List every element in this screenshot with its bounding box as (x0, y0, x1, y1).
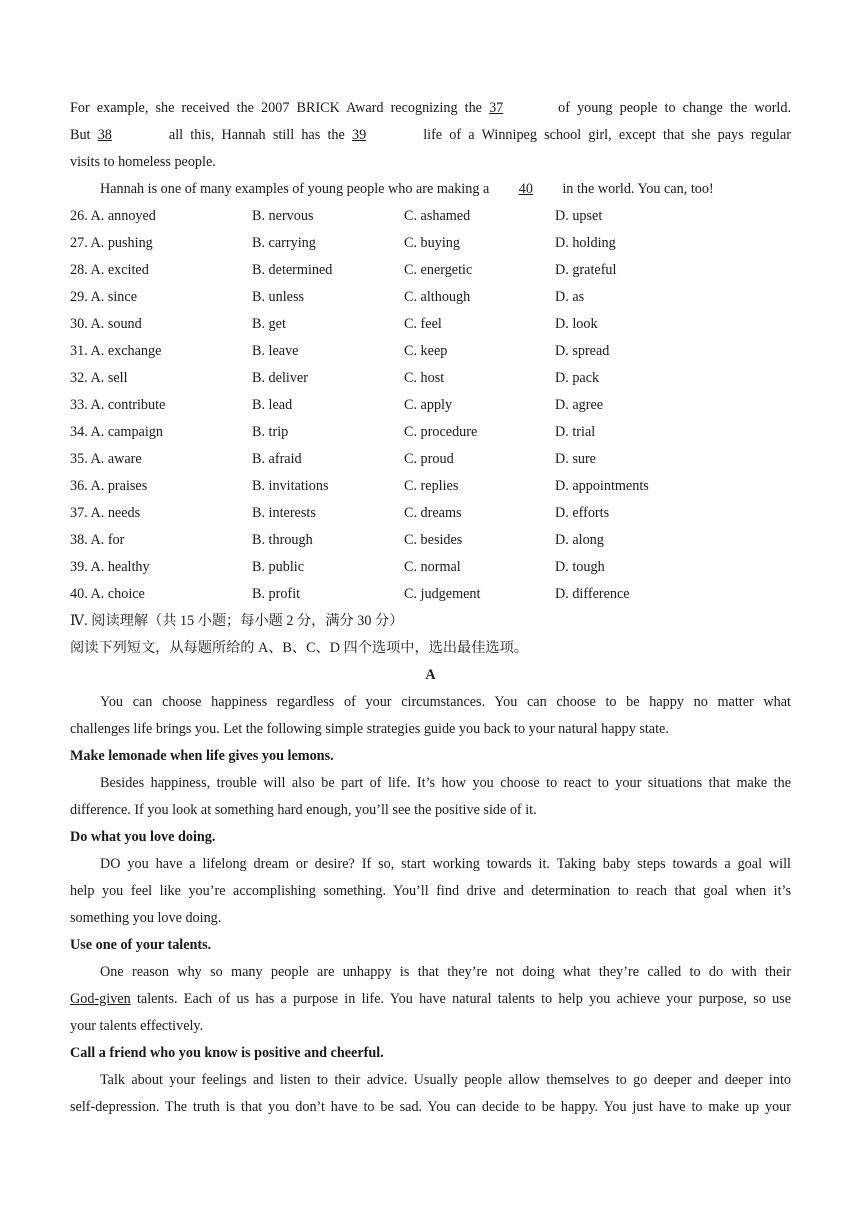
passage-line-3: visits to homeless people. (70, 154, 216, 170)
option-b: B. lead (252, 397, 293, 413)
text: For example, she received the 2007 BRICK Award recognizing the (70, 100, 482, 116)
option-row-33 (70, 392, 791, 419)
passage-label: A (425, 667, 436, 683)
option-a: 40. A. choice (70, 586, 145, 602)
option-a: 31. A. exchange (70, 343, 162, 359)
option-a: 37. A. needs (70, 505, 141, 521)
option-a: 36. A. praises (70, 478, 148, 494)
option-b: B. get (252, 316, 286, 332)
option-row-28 (70, 257, 791, 284)
option-a: 39. A. healthy (70, 559, 150, 575)
option-a: 28. A. excited (70, 262, 149, 278)
option-d: D. difference (555, 586, 630, 602)
passage-line-4 (70, 176, 791, 203)
option-d: D. upset (555, 208, 603, 224)
option-c: C. normal (404, 559, 461, 575)
option-d: D. tough (555, 559, 605, 575)
text: in the world. You can, too! (562, 181, 714, 197)
option-b: B. interests (252, 505, 316, 521)
option-a: 27. A. pushing (70, 235, 153, 251)
blank-37: 37 (489, 100, 504, 116)
option-row-36 (70, 473, 791, 500)
article-p2-line-1: Besides happiness, trouble will also be part of life. It’s how you choose to react to your situations that make the (100, 775, 791, 791)
option-c: C. dreams (404, 505, 462, 521)
option-d: D. as (555, 289, 585, 305)
option-row-32 (70, 365, 791, 392)
option-d: D. along (555, 532, 604, 548)
article-p1-line-1: You can choose happiness regardless of your circumstances. You can choose to be happy no matter what (100, 694, 791, 710)
option-row-27 (70, 230, 791, 257)
article-heading-2: Do what you love doing. (70, 829, 216, 845)
blank-39: 39 (351, 127, 367, 143)
option-d: D. look (555, 316, 598, 332)
option-c: C. energetic (404, 262, 473, 278)
option-a: 32. A. sell (70, 370, 128, 386)
article-p3-line-1: DO you have a lifelong dream or desire? If so, start working towards it. Taking baby steps towards a goal will (100, 856, 791, 872)
option-d: D. grateful (555, 262, 617, 278)
option-b: B. public (252, 559, 305, 575)
option-a: 30. A. sound (70, 316, 142, 332)
article-p5-line-2: self-depression. The truth is that you don’t have to be sad. You can decide to be happy. You just have to make up your (70, 1099, 791, 1115)
text: talents. Each of us has a purpose in life. You have natural talents to help you achieve your purpose, so use (130, 991, 791, 1007)
option-d: D. agree (555, 397, 604, 413)
passage-line-1 (70, 95, 791, 122)
option-a: 26. A. annoyed (70, 208, 156, 224)
article-heading-4: Call a friend who you know is positive and cheerful. (70, 1045, 384, 1061)
article-p5-line-1: Talk about your feelings and listen to their advice. Usually people allow themselves to go deeper and deeper into (100, 1072, 791, 1088)
option-d: D. trial (555, 424, 596, 440)
option-a: 35. A. aware (70, 451, 142, 467)
option-c: C. although (404, 289, 471, 305)
option-b: B. through (252, 532, 313, 548)
option-c: C. proud (404, 451, 454, 467)
text: Hannah is one of many examples of young people who are making a (100, 181, 490, 197)
blank-38: 38 (97, 127, 112, 143)
option-b: B. afraid (252, 451, 302, 467)
option-b: B. invitations (252, 478, 329, 494)
option-b: B. determined (252, 262, 333, 278)
article-heading-1: Make lemonade when life gives you lemons. (70, 748, 334, 764)
options-list (70, 203, 791, 608)
option-b: B. nervous (252, 208, 314, 224)
article-heading-3: Use one of your talents. (70, 937, 212, 953)
text: all this, Hannah still has the (168, 127, 345, 143)
article-p3-line-3: something you love doing. (70, 910, 222, 926)
option-c: C. replies (404, 478, 459, 494)
option-d: D. efforts (555, 505, 610, 521)
article-p4-line-3: your talents effectively. (70, 1018, 204, 1034)
option-c: C. keep (404, 343, 448, 359)
option-a: 34. A. campaign (70, 424, 163, 440)
option-row-26 (70, 203, 791, 230)
option-c: C. ashamed (404, 208, 471, 224)
option-c: C. host (404, 370, 445, 386)
option-c: C. judgement (404, 586, 481, 602)
option-a: 33. A. contribute (70, 397, 166, 413)
section-heading: Ⅳ. 阅读理解（共 15 小题；每小题 2 分，满分 30 分） (70, 613, 404, 629)
blank-40: 40 (518, 181, 533, 197)
article-p4-line-1: One reason why so many people are unhappy is that they’re not doing what they’re called to do with their (100, 964, 791, 980)
option-d: D. pack (555, 370, 600, 386)
option-a: 29. A. since (70, 289, 137, 305)
option-b: B. deliver (252, 370, 308, 386)
option-row-40 (70, 581, 791, 608)
option-c: C. apply (404, 397, 453, 413)
option-b: B. trip (252, 424, 289, 440)
option-row-38 (70, 527, 791, 554)
option-b: B. profit (252, 586, 301, 602)
article-p2-line-2: difference. If you look at something hard enough, you’ll see the positive side of it. (70, 802, 537, 818)
text: of young people to change the world. (558, 100, 792, 116)
article-p1-line-2: challenges life brings you. Let the following simple strategies guide you back to your natural happy state. (70, 721, 669, 737)
option-b: B. leave (252, 343, 299, 359)
option-row-31 (70, 338, 791, 365)
option-row-39 (70, 554, 791, 581)
option-b: B. carrying (252, 235, 316, 251)
article-p4-line-2 (70, 986, 791, 1013)
option-c: C. procedure (404, 424, 478, 440)
option-row-30 (70, 311, 791, 338)
passage-line-2 (70, 122, 791, 149)
option-d: D. sure (555, 451, 596, 467)
option-b: B. unless (252, 289, 305, 305)
underlined-word: God-given (70, 991, 131, 1007)
option-c: C. buying (404, 235, 460, 251)
option-d: D. spread (555, 343, 610, 359)
option-row-29 (70, 284, 791, 311)
option-d: D. appointments (555, 478, 649, 494)
article-p3-line-2: help you feel like you’re accomplishing something. You’ll find drive and determination to reach that goal when it’s (70, 883, 791, 899)
document-page (70, 95, 791, 1121)
section-instruction: 阅读下列短文，从每题所给的 A、B、C、D 四个选项中，选出最佳选项。 (70, 640, 528, 656)
option-d: D. holding (555, 235, 616, 251)
option-row-34 (70, 419, 791, 446)
text: But (70, 127, 91, 143)
option-row-35 (70, 446, 791, 473)
option-row-37 (70, 500, 791, 527)
option-c: C. besides (404, 532, 463, 548)
option-a: 38. A. for (70, 532, 125, 548)
text: life of a Winnipeg school girl, except that she pays regular (423, 127, 791, 143)
option-c: C. feel (404, 316, 442, 332)
